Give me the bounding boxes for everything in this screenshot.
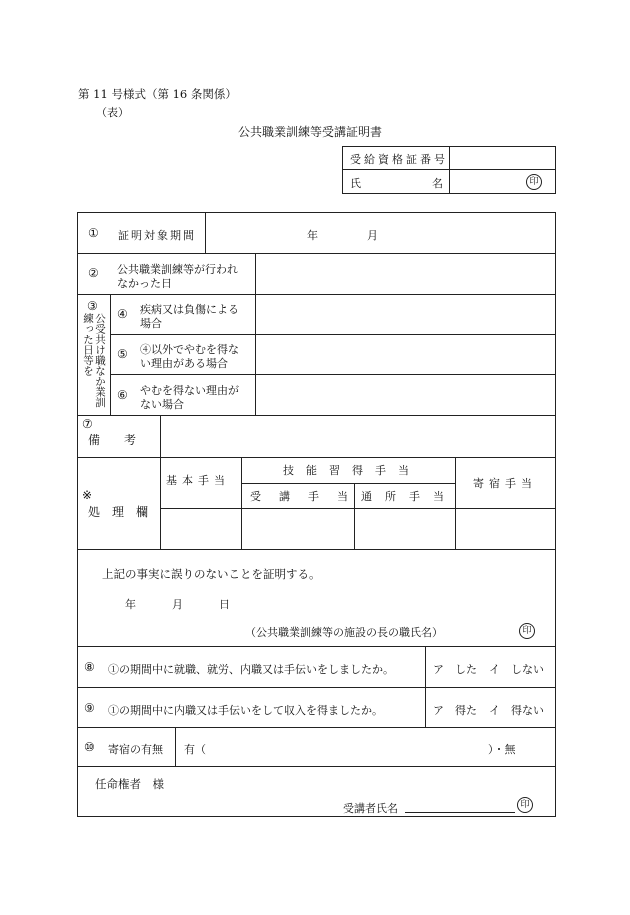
- attend-allowance-header: 受講手当: [250, 490, 366, 503]
- processing-mark: ※: [82, 488, 93, 502]
- q10-close-no: ）・無: [488, 743, 516, 756]
- board-allowance-cell[interactable]: [456, 509, 554, 548]
- no-training-field[interactable]: [256, 254, 554, 293]
- row-no-training-number: ②: [88, 266, 99, 280]
- period-field[interactable]: [206, 213, 554, 253]
- item-no-reason-line1: やむを得ない理由が: [140, 384, 239, 397]
- certify-statement: 上記の事実に誤りのないことを証明する。: [102, 567, 321, 581]
- item-other-reason-line2: い理由がある場合: [140, 357, 228, 370]
- remarks-label: 備 考: [88, 433, 137, 447]
- name-seal-icon: 印: [526, 174, 542, 190]
- item-no-reason-number: ⑥: [117, 388, 128, 402]
- q10-number: ⑩: [84, 740, 95, 754]
- item-illness-line2: 場合: [140, 317, 162, 330]
- q9-number: ⑨: [84, 701, 95, 715]
- appointer-label: 任命権者 様: [95, 777, 164, 791]
- q10-detail-field[interactable]: [212, 733, 482, 759]
- remarks-number: ⑦: [82, 417, 93, 431]
- cert-number-label: 受給資格証番号: [350, 153, 448, 166]
- q8-option-did-not[interactable]: イ しない: [489, 663, 544, 676]
- item-illness-number: ④: [117, 307, 128, 321]
- other-reason-field[interactable]: [256, 335, 554, 373]
- name-label-1: 氏: [350, 177, 361, 190]
- trainee-name-label: 受講者氏名: [343, 802, 398, 815]
- facility-head-field[interactable]: [440, 616, 510, 640]
- certify-month: 月: [172, 598, 183, 611]
- certify-day: 日: [219, 598, 230, 611]
- row-not-attended-label: 公受共け職なか業訓練った日等を: [82, 313, 106, 408]
- row-not-attended-number: ③: [87, 299, 98, 313]
- q9-option-earned[interactable]: ア 得た: [433, 704, 477, 717]
- q9-text: ①の期間中に内職又は手伝いをして収入を得ましたか。: [108, 704, 383, 717]
- q8-number: ⑧: [84, 660, 95, 674]
- no-reason-field[interactable]: [256, 375, 554, 414]
- item-other-reason-number: ⑤: [117, 347, 128, 361]
- processing-label: 処 理 欄: [88, 505, 149, 519]
- q8-text: ①の期間中に就職、就労、内職又は手伝いをしましたか。: [108, 663, 394, 676]
- board-allowance-header: 寄宿手当: [473, 477, 537, 490]
- basic-allowance-cell[interactable]: [161, 509, 240, 548]
- facility-seal-icon: 印: [519, 623, 535, 639]
- row-period-number: ①: [88, 226, 99, 240]
- remarks-field[interactable]: [161, 416, 554, 456]
- period-year: 年: [307, 229, 318, 242]
- item-illness-line1: 疾病又は負傷による: [140, 303, 239, 316]
- item-no-reason-line2: ない場合: [140, 398, 184, 411]
- form-number: 第 11 号様式（第 16 条関係）: [78, 87, 237, 101]
- q8-option-did[interactable]: ア した: [433, 663, 477, 676]
- commute-allowance-header: 通所手当: [361, 490, 457, 503]
- q10-yes: 有（: [184, 743, 206, 756]
- item-other-reason-line1: ④以外でやむを得な: [140, 343, 239, 356]
- basic-allowance-header: 基本手当: [166, 474, 230, 487]
- cert-number-field[interactable]: [450, 147, 554, 168]
- skill-allowance-header: 技能習得手当: [283, 464, 421, 477]
- commute-allowance-cell[interactable]: [355, 509, 454, 548]
- attend-allowance-cell[interactable]: [242, 509, 353, 548]
- form-title: 公共職業訓練等受講証明書: [238, 125, 383, 139]
- period-month: 月: [367, 229, 378, 242]
- name-label-2: 名: [432, 177, 443, 190]
- row-no-training-label-1: 公共職業訓練等が行われ: [117, 263, 238, 276]
- trainee-name-field[interactable]: [405, 796, 515, 813]
- form-side: （表）: [96, 106, 129, 119]
- certify-year: 年: [125, 598, 136, 611]
- row-period-label: 証明対象期間: [118, 229, 196, 242]
- row-no-training-label-2: なかった日: [117, 277, 172, 290]
- q10-label: 寄宿の有無: [108, 743, 163, 756]
- q9-option-not-earned[interactable]: イ 得ない: [489, 704, 544, 717]
- trainee-seal-icon: 印: [517, 797, 533, 813]
- facility-head-label: （公共職業訓練等の施設の長の職氏名）: [245, 626, 443, 639]
- illness-field[interactable]: [256, 295, 554, 333]
